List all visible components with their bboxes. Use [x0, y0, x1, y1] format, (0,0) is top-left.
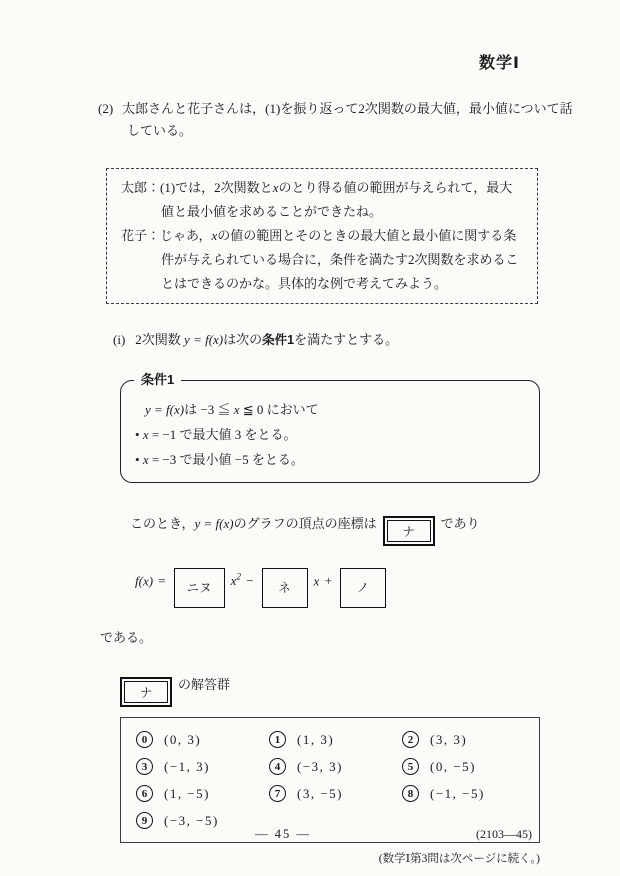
- answer-option: [269, 754, 402, 779]
- condition-text: で最小値 −5 をとる。: [176, 452, 304, 467]
- condition-domain-line: [135, 397, 521, 422]
- answer-option: [402, 781, 533, 806]
- page-number: — 45 —: [255, 827, 311, 841]
- answer-options-box: [120, 717, 540, 843]
- fx-formula: [135, 562, 620, 608]
- math-fx: f(x): [135, 573, 154, 589]
- statement-text: であり: [440, 516, 480, 531]
- document-code: (2103—45): [476, 827, 532, 841]
- condition-1-box: [120, 372, 540, 483]
- option-value: (1, 3): [297, 731, 335, 747]
- problem-2-intro: [98, 98, 579, 142]
- option-value: (−1, 3): [164, 758, 210, 774]
- answer-option: [269, 781, 402, 806]
- math-var-x: x: [142, 452, 149, 467]
- speaker-taro: 太郎：: [121, 180, 161, 195]
- answer-box-na: [383, 516, 435, 546]
- math-number: ≦ 0: [239, 402, 264, 417]
- circled-digit-icon: 4: [269, 758, 286, 775]
- option-value: (3, 3): [430, 731, 468, 747]
- dialogue-line-hanako: [121, 224, 523, 296]
- answer-option: [136, 727, 269, 752]
- subject-header: 数学Ⅰ: [479, 55, 520, 72]
- option-value: (−1, −5): [430, 785, 485, 801]
- option-value: (0, −5): [430, 758, 476, 774]
- circled-digit-icon: 8: [402, 785, 419, 802]
- dialogue-line-taro: [121, 176, 523, 224]
- answer-box-ne: ネ: [262, 568, 308, 608]
- option-value: (1, −5): [164, 785, 210, 801]
- math-var-x: x: [142, 427, 149, 442]
- answer-option: [402, 754, 533, 779]
- math-expression: y = f(x): [194, 516, 234, 531]
- circled-digit-icon: 7: [269, 785, 286, 802]
- dialogue-box: [106, 168, 538, 304]
- answer-group-heading: [120, 672, 620, 707]
- circled-digit-icon: 9: [136, 812, 153, 829]
- vertex-statement: [130, 511, 620, 546]
- minus-sign: −: [246, 573, 254, 589]
- bullet-icon: •: [135, 452, 140, 467]
- statement-text: のグラフの頂点の座標は: [233, 516, 377, 531]
- math-number: = −3: [148, 452, 177, 467]
- option-value: (−3, −5): [164, 812, 219, 828]
- answer-box-label: ナ: [387, 520, 431, 542]
- condition-text: は: [184, 402, 201, 417]
- answer-option: [136, 781, 269, 806]
- math-var-x: x: [272, 180, 279, 195]
- circled-digit-icon: 3: [136, 758, 153, 775]
- dialogue-text: (1)では，2次関数と: [160, 180, 273, 195]
- condition-box-title: 条件1: [134, 371, 181, 389]
- condition-max-line: [135, 422, 521, 447]
- math-expression: y = f(x): [145, 402, 185, 417]
- problem-intro-text: 太郎さんと花子さんは，(1)を振り返って2次関数の最大値，最小値について話している。: [122, 101, 573, 138]
- plus-sign: +: [324, 573, 332, 589]
- statement-text: を満たすとする。: [294, 332, 399, 347]
- math-x: x: [313, 573, 320, 589]
- circled-digit-icon: 0: [136, 731, 153, 748]
- answer-box-ninu: ニヌ: [174, 568, 225, 608]
- speaker-hanako: 花子：: [121, 228, 161, 243]
- option-value: (0, 3): [164, 731, 202, 747]
- condition-min-line: [135, 447, 521, 472]
- continuation-note: (数学Ⅰ第3問は次ページに続く。): [378, 853, 540, 866]
- bullet-icon: •: [135, 427, 140, 442]
- condition-text: において: [263, 402, 319, 417]
- answer-option: [402, 727, 533, 752]
- circled-digit-icon: 2: [402, 731, 419, 748]
- statement-text: 2次関数: [135, 332, 185, 347]
- equals-sign: =: [158, 573, 166, 589]
- dialogue-text: の値の範囲とそのときの最大値と最小値に関する条件が与えられている場合に，条件を満たす2次関数を求めることはできるのかな。具体的な例で考えてみよう。: [161, 228, 519, 291]
- part-i-marker: (i): [113, 332, 126, 347]
- option-value: (3, −5): [297, 785, 343, 801]
- circled-digit-icon: 5: [402, 758, 419, 775]
- problem-number: (2): [98, 101, 114, 116]
- condition-1-reference: 条件1: [262, 333, 295, 347]
- circled-digit-icon: 6: [136, 785, 153, 802]
- condition-text: で最大値 3 をとる。: [176, 427, 297, 442]
- part-i-statement: [113, 330, 620, 350]
- closing-text: である。: [100, 630, 153, 646]
- math-var-x: x: [233, 402, 240, 417]
- statement-text: このとき，: [130, 516, 195, 531]
- statement-text: は次の: [223, 332, 263, 347]
- dialogue-text: のとり得る値の範囲が与えられて，最大値と最小値を求めることができたね。: [161, 180, 513, 219]
- math-number: −3 ≦: [200, 402, 234, 417]
- math-x-squared: $x^2$: [230, 572, 241, 589]
- answer-group-suffix: の解答群: [178, 677, 231, 693]
- math-number: = −1: [148, 427, 177, 442]
- answer-box-na: [120, 677, 172, 707]
- answer-box-no: ノ: [340, 568, 386, 608]
- math-var-x: x: [211, 228, 218, 243]
- circled-digit-icon: 1: [269, 731, 286, 748]
- answer-option: [269, 727, 402, 752]
- dialogue-text: じゃあ，: [160, 228, 212, 243]
- option-value: (−3, 3): [297, 758, 343, 774]
- math-expression: y = f(x): [184, 332, 224, 347]
- answer-option: [136, 754, 269, 779]
- answer-box-label: ナ: [124, 681, 168, 703]
